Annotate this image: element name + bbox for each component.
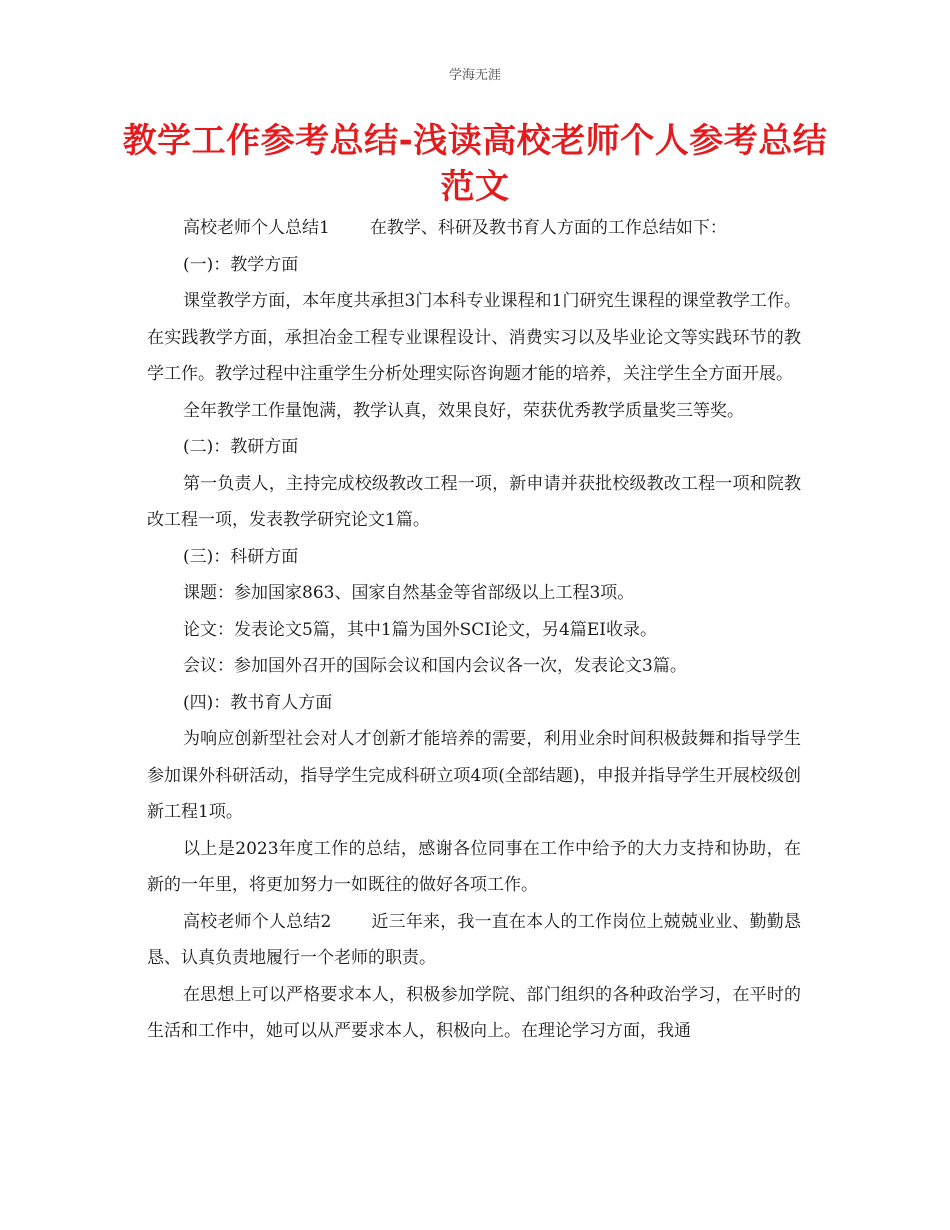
document-title: 教学工作参考总结-浅读高校老师个人参考总结范文 — [122, 121, 828, 207]
summary1-lead: 高校老师个人总结1 — [183, 218, 330, 238]
section-heading: (一)：教学方面 — [183, 254, 299, 275]
summary1-intro: 在教学、科研及教书育人方面的工作总结如下： — [369, 218, 727, 238]
paragraph: 论文：发表论文5篇，其中1篇为国外SCI论文，另4篇EI收录。 — [183, 619, 657, 640]
summary2-lead: 高校老师个人总结2 — [183, 911, 332, 932]
paragraph: 全年教学工作量饱满，教学认真，效果良好，荣获优秀教学质量奖三等奖。 — [183, 400, 744, 421]
paragraph: 第一负责人，主持完成校级教改工程一项，新申请并获批校级教改工程一项和院教改工程一项，发表教学研究论文1篇。 — [147, 473, 801, 530]
paragraph — [147, 904, 801, 977]
summary2-intro: 近三年来，我一直在本人的工作岗位上兢兢业业、勤勤恳恳、认真负责地履行一个老师的职责。 — [147, 911, 801, 968]
paragraph: 课堂教学方面，本年度共承担3门本科专业课程和1门研究生课程的课堂教学工作。在实践教学方面，承担冶金工程专业课程设计、消费实习以及毕业论文等实践环节的教学工作。教学过程中注重学生分析处理实际咨询题才能的培养，关注学生全方面开展。 — [147, 291, 801, 384]
section-heading: (三)：科研方面 — [183, 546, 299, 567]
paragraph — [147, 210, 801, 247]
paragraph: 为响应创新型社会对人才创新才能培养的需要，利用业余时间积极鼓舞和指导学生参加课外科研活动，指导学生完成科研立项4项(全部结题)，申报并指导学生开展校级创新工程1项。 — [147, 729, 801, 822]
section-heading: (二)：教研方面 — [183, 437, 299, 457]
document-body — [147, 210, 801, 1050]
paragraph: 以上是2023年度工作的总结，感谢各位同事在工作中给予的大力支持和协助，在新的一年里，将更加努力一如既往的做好各项工作。 — [147, 838, 801, 895]
paragraph: 课题：参加国家863、国家自然基金等省部级以上工程3项。 — [183, 583, 635, 603]
section-heading: (四)：教书育人方面 — [183, 692, 333, 713]
paragraph: 在思想上可以严格要求本人，积极参加学院、部门组织的各种政治学习，在平时的生活和工作中，她可以从严要求本人，积极向上。在理论学习方面，我通 — [147, 984, 801, 1041]
page-header: 学海无涯 — [448, 68, 501, 83]
paragraph: 会议：参加国外召开的国际会议和国内会议各一次，发表论文3篇。 — [183, 656, 687, 676]
